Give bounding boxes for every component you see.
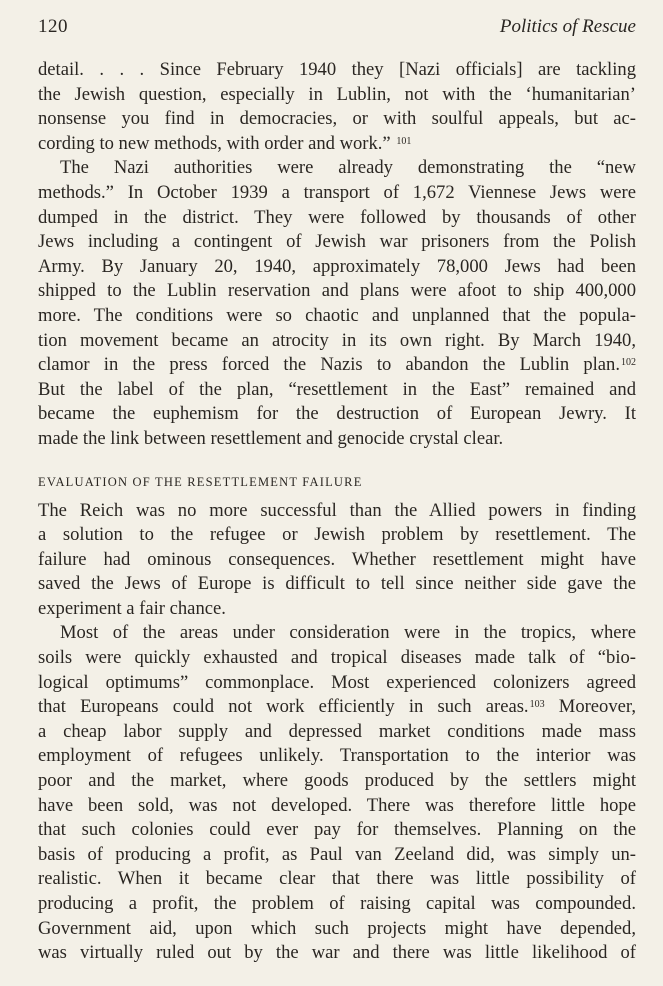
section-heading: EVALUATION OF THE RESETTLEMENT FAILURE	[38, 474, 363, 489]
footnote-marker: 103	[529, 699, 545, 711]
paragraph-nazi-methods	[38, 156, 636, 451]
text-line-content: cording to new methods, with order and work.”	[38, 132, 391, 154]
text-line: detail. . . . Since February 1940 they [Nazi officials] are tackling	[38, 59, 636, 80]
footnote-marker: 102	[621, 357, 636, 369]
text-line: shipped to the Lublin reservation and plans were afoot to ship 400,000	[38, 280, 636, 302]
book-page	[38, 16, 636, 966]
text-line: experiment a fair chance.	[38, 597, 226, 619]
text-line: nonsense you find in democracies, or with soulful appeals, but ac-	[38, 108, 636, 130]
text-line: became the euphemism for the destruction of European Jewry. It	[38, 403, 636, 425]
text-line	[38, 132, 636, 157]
paragraph-reich-failure	[38, 499, 636, 622]
text-line: more. The conditions were so chaotic and unplanned that the popula-	[38, 304, 636, 326]
text-line	[38, 353, 636, 378]
text-line: made the link between resettlement and genocide crystal clear.	[38, 427, 504, 449]
text-line: saved the Jews of Europe is difficult to tell since neither side gave the	[38, 573, 636, 595]
text-line: Government aid, upon which such projects might have depended,	[38, 917, 636, 939]
page-header	[38, 16, 636, 44]
text-line: Most of the areas under consideration were in the tropics, where	[60, 622, 636, 644]
text-line: failure had ominous consequences. Whether resettlement might have	[38, 548, 636, 570]
text-line: Jews including a contingent of Jewish war prisoners from the Polish	[38, 231, 636, 253]
footnote-marker: 101	[396, 135, 412, 147]
text-line: tion movement became an atrocity in its own right. By March 1940,	[38, 329, 636, 351]
text-line: soils were quickly exhausted and tropical diseases made talk of “bio-	[38, 647, 636, 669]
text-line: the Jewish question, especially in Lublin, not with the ‘humanitarian’	[38, 83, 636, 105]
text-line: The Nazi authorities were already demonstrating the “new	[60, 157, 636, 179]
text-line: a solution to the refugee or Jewish problem by resettlement. The	[38, 524, 636, 546]
text-line: realistic. When it became clear that there was little possibility of	[38, 868, 636, 890]
running-head: Politics of Rescue	[499, 16, 636, 37]
text-line: logical optimums” commonplace. Most experienced colonizers agreed	[38, 671, 636, 693]
text-line: employment of refugees unlikely. Transportation to the interior was	[38, 745, 636, 767]
paragraph-quote-ending	[38, 58, 636, 156]
text-line-content: Moreover,	[544, 696, 636, 718]
text-line: The Reich was no more successful than the Allied powers in finding	[38, 499, 636, 521]
text-line: was virtually ruled out by the war and there was little likelihood of	[38, 942, 636, 964]
text-line: basis of producing a profit, as Paul van Zeeland did, was simply un-	[38, 843, 636, 865]
text-line	[38, 695, 636, 720]
text-line: poor and the market, where goods produced by the settlers might	[38, 770, 636, 792]
text-line: producing a profit, the problem of raising capital was compounded.	[38, 893, 636, 914]
text-line: have been sold, was not developed. There was therefore little hope	[38, 794, 636, 816]
page-number: 120	[38, 16, 68, 37]
text-line: that such colonies could ever pay for themselves. Planning on the	[38, 819, 636, 841]
paragraph-tropics	[38, 621, 636, 965]
text-line: dumped in the district. They were followed by thousands of other	[38, 206, 636, 228]
text-line: But the label of the plan, “resettlement in the East” remained and	[38, 378, 636, 400]
text-line-content: that Europeans could not work efficiently in such areas.	[38, 696, 529, 718]
text-line-content: clamor in the press forced the Nazis to abandon the Lublin plan.	[38, 354, 620, 376]
text-line: a cheap labor supply and depressed market conditions made mass	[38, 720, 636, 742]
text-line: methods.” In October 1939 a transport of 1,672 Viennese Jews were	[38, 181, 636, 203]
text-line: Army. By January 20, 1940, approximately 78,000 Jews had been	[38, 255, 636, 277]
